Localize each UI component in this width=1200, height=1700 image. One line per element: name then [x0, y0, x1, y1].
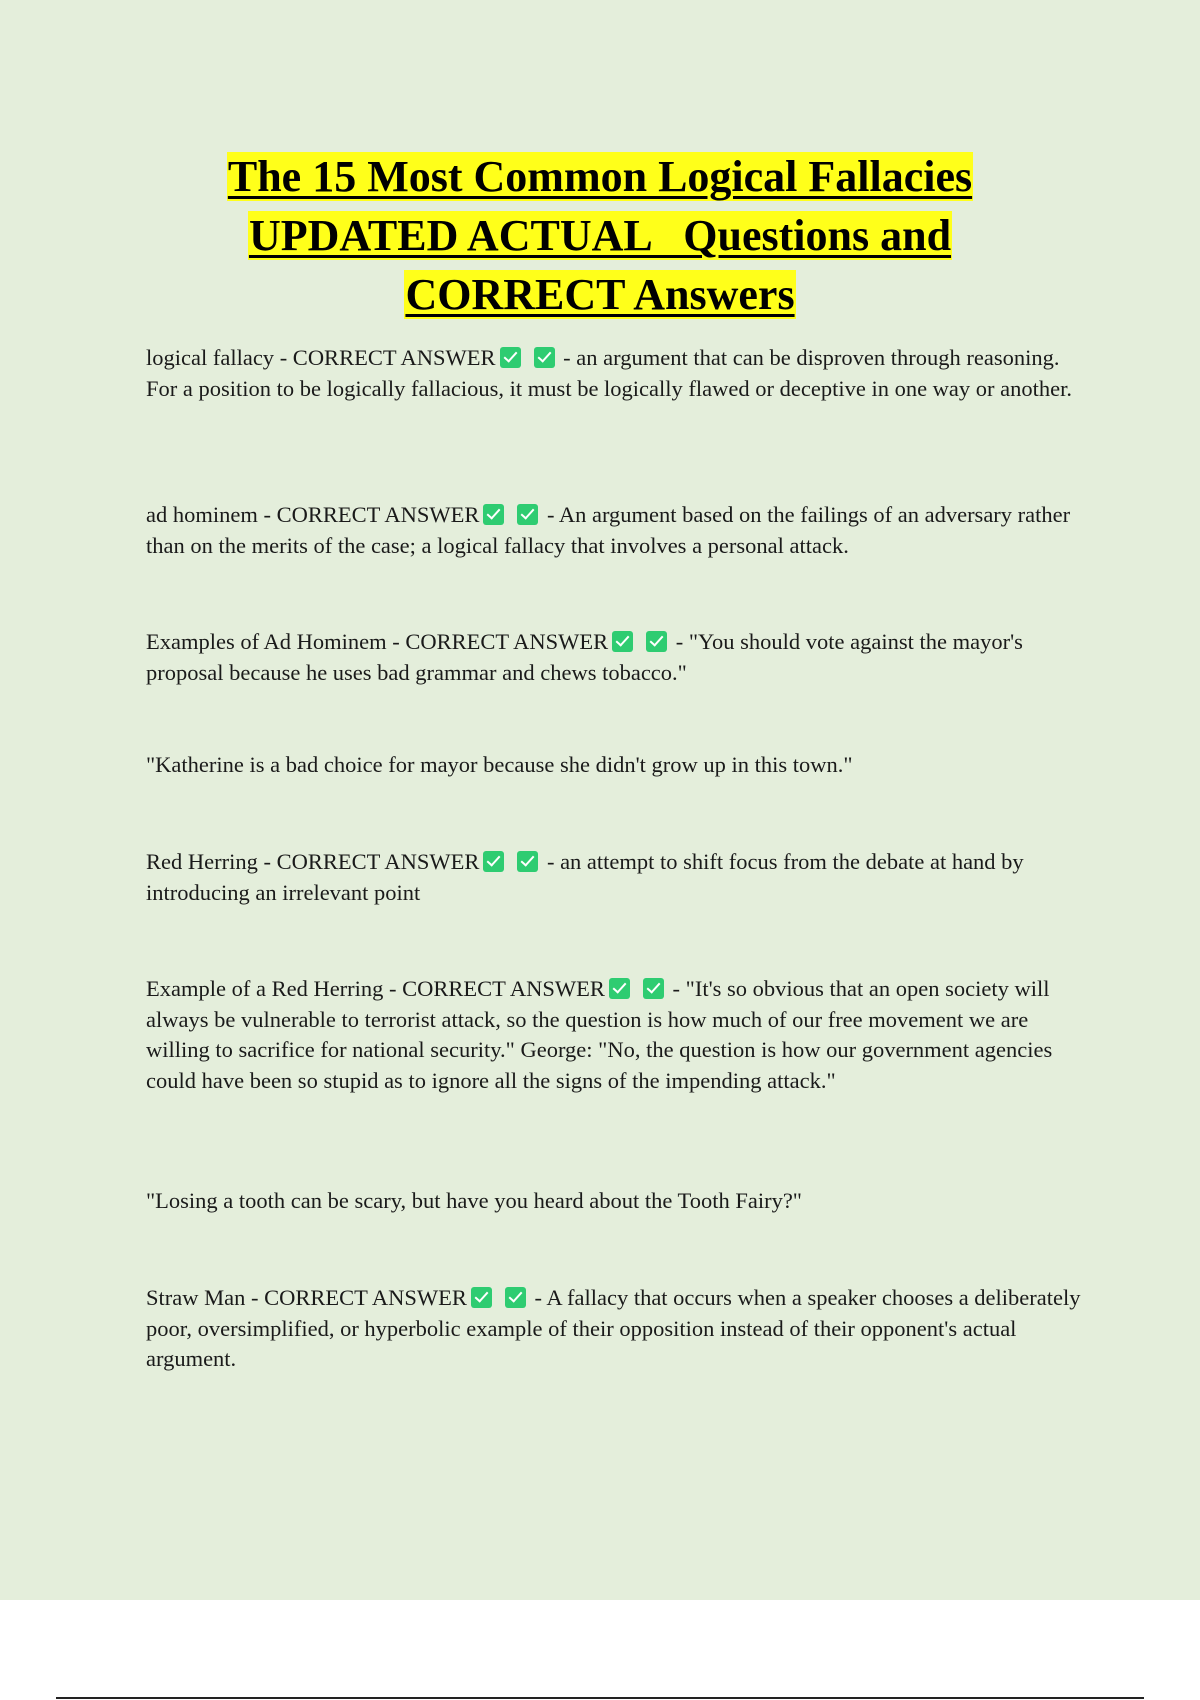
correct-answer-label: - CORRECT ANSWER — [274, 345, 496, 370]
entry-term: Examples of Ad Hominem — [146, 629, 387, 654]
entry-term: Red Herring — [146, 849, 258, 874]
entry-term: ad hominem — [146, 502, 258, 527]
entry-answer: - an attempt to shift focus from the debate at hand by introducing an irrelevant point — [146, 849, 1024, 905]
check-box-icon — [643, 978, 664, 999]
entry-answer: - an argument that can be disproven through reasoning. For a position to be logically fallacious, it must be logically flawed or deceptive in one way or another. — [146, 345, 1073, 401]
correct-answer-label: - CORRECT ANSWER — [257, 849, 480, 874]
check-box-icon — [500, 347, 521, 368]
check-box-icon — [609, 978, 630, 999]
title-line-3: CORRECT Answers — [405, 270, 795, 319]
example-quote — [146, 1186, 802, 1217]
entry-answer: - "You should vote against the mayor's proposal because he uses bad grammar and chews tobacco." — [146, 629, 1023, 685]
entry-answer: - An argument based on the failings of an adversary rather than on the merits of the case; a logical fallacy that involves a personal attack. — [146, 502, 1071, 558]
entry-answer: - "It's so obvious that an open society will always be vulnerable to terrorist attack, so the question is how much of our free movement we are willing to sacrifice for national security." George: "No, the question is how our government agencies could have been so stupid as to ignore all the signs of the impending attack." — [146, 976, 1053, 1093]
flashcard-entry — [146, 500, 1096, 561]
correct-answer-label: - CORRECT ANSWER — [386, 629, 609, 654]
page-bottom-rule — [56, 1697, 1144, 1699]
check-box-icon — [517, 851, 538, 872]
check-box-icon — [471, 1287, 492, 1308]
entry-term: Example of a Red Herring — [146, 976, 384, 1001]
flashcard-entry — [146, 343, 1096, 404]
check-box-icon — [612, 631, 633, 652]
flashcard-entry — [146, 847, 1096, 908]
correct-answer-label: - CORRECT ANSWER — [245, 1285, 467, 1310]
quote-text: "Katherine is a bad choice for mayor because she didn't grow up in this town." — [146, 752, 853, 777]
check-box-icon — [483, 851, 504, 872]
check-box-icon — [534, 347, 555, 368]
document-title — [0, 147, 1200, 324]
title-line-1: The 15 Most Common Logical Fallacies — [227, 152, 973, 201]
check-box-icon — [505, 1287, 526, 1308]
flashcard-entry — [146, 1283, 1096, 1375]
flashcard-entry — [146, 974, 1096, 1096]
flashcard-entry — [146, 627, 1096, 688]
quote-text: "Losing a tooth can be scary, but have you heard about the Tooth Fairy?" — [146, 1188, 802, 1213]
correct-answer-label: - CORRECT ANSWER — [257, 502, 480, 527]
check-box-icon — [517, 504, 538, 525]
entry-answer: - A fallacy that occurs when a speaker chooses a deliberately poor, oversimplified, or hyperbolic example of their opposition instead of their opponent's actual argument. — [146, 1285, 1081, 1371]
check-box-icon — [483, 504, 504, 525]
entry-term: logical fallacy — [146, 345, 275, 370]
correct-answer-label: - CORRECT ANSWER — [383, 976, 605, 1001]
entry-term: Straw Man — [146, 1285, 246, 1310]
example-quote — [146, 750, 853, 781]
title-line-2: UPDATED ACTUAL Questions and — [248, 211, 952, 260]
check-box-icon — [646, 631, 667, 652]
